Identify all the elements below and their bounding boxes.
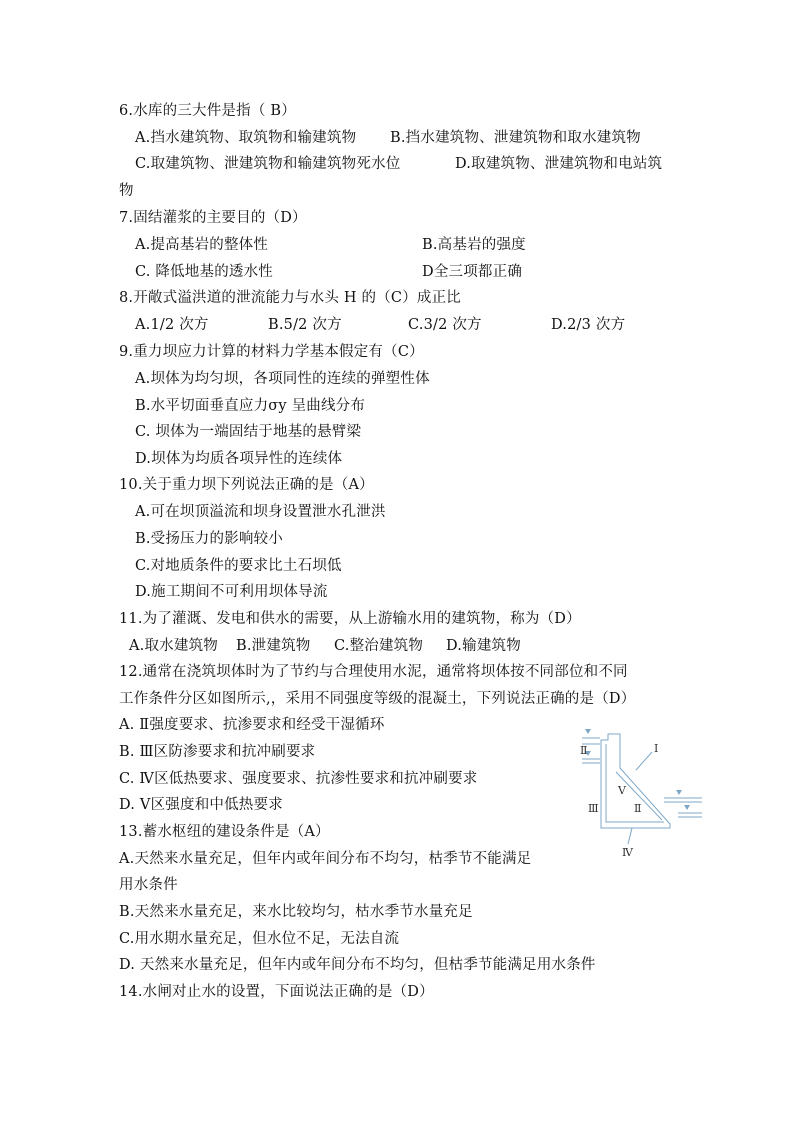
leader-zone-4 [628, 828, 632, 844]
q6-option-d-wrap: 物 [119, 183, 134, 199]
q10-option-b: B.受扬压力的影响较小 [135, 531, 283, 547]
q13-option-b: B.天然来水量充足，来水比较均匀，枯水季节水量充足 [119, 904, 473, 920]
q10-option-d: D.施工期间不可利用坝体导流 [135, 584, 328, 600]
q13-stem: 13.蓄水枢纽的建设条件是（A） [119, 824, 330, 840]
q12-option-c: C. Ⅳ区低热要求、强度要求、抗渗性要求和抗冲刷要求 [119, 771, 478, 787]
q7-option-a: A.提高基岩的整体性 [135, 237, 269, 253]
zone-label-4: Ⅳ [622, 846, 633, 859]
q13-option-d: D. 天然来水量充足，但年内或年间分布不均匀，但枯季节能满足用水条件 [119, 957, 596, 973]
q7-option-d: D全三项都正确 [422, 264, 523, 280]
q10-option-c: C.对地质条件的要求比土石坝低 [135, 558, 342, 574]
q8-option-d: D.2/3 次方 [551, 317, 626, 333]
q11-option-b: B.泄建筑物 [236, 638, 311, 654]
q9-option-a: A.坝体为均匀坝，各项同性的连续的弹塑性体 [135, 371, 430, 387]
q8-option-c: C.3/2 次方 [408, 317, 482, 333]
zone-label-3: Ⅲ [588, 802, 599, 815]
q7-stem: 7.固结灌浆的主要目的（D） [119, 210, 307, 226]
q14-stem: 14.水闸对止水的设置，下面说法正确的是（D） [119, 984, 434, 1000]
q12-stem-line1: 12.通常在浇筑坝体时为了节约与合理使用水泥，通常将坝体按不同部位和不同 [119, 664, 628, 680]
zone-label-5: Ⅴ [618, 784, 626, 797]
q11-option-a: A.取水建筑物 [129, 638, 218, 654]
q7-option-b: B.高基岩的强度 [422, 237, 526, 253]
q8-option-a: A.1/2 次方 [135, 317, 209, 333]
q8-stem: 8.开敞式溢洪道的泄流能力与水头 H 的（C）成正比 [119, 290, 461, 306]
q13-option-c: C.用水期水量充足，但水位不足，无法自流 [119, 931, 400, 947]
dam-zoning-figure [574, 716, 706, 862]
q11-option-c: C.整治建筑物 [334, 638, 424, 654]
q7-option-c: C. 降低地基的透水性 [135, 264, 273, 280]
q6-option-b: B.挡水建筑物、泄建筑物和取水建筑物 [390, 130, 641, 146]
water-level-triangle-icon [585, 729, 591, 734]
q12-stem-line2: 工作条件分区如图所示,，采用不同强度等级的混凝土，下列说法正确的是（D） [119, 691, 636, 707]
q9-stem: 9.重力坝应力计算的材料力学基本假定有（C） [119, 344, 424, 360]
q6-option-a: A.挡水建筑物、取筑物和输建筑物 [135, 130, 357, 146]
q9-option-d: D.坝体为均质各项异性的连续体 [135, 451, 343, 467]
q6-option-d: D.取建筑物、泄建筑物和电站筑 [455, 156, 663, 172]
q6-stem: 6.水库的三大件是指（ B） [119, 103, 296, 119]
q10-stem: 10.关于重力坝下列说法正确的是（A） [119, 477, 374, 493]
q12-option-a: A. Ⅱ强度要求、抗渗要求和经受干湿循环 [119, 717, 385, 733]
q9-option-b: B.水平切面垂直应力σy 呈曲线分布 [135, 398, 366, 414]
zone-label-2-upstream: Ⅱ [580, 744, 588, 757]
q6-option-c: C.取建筑物、泄建筑物和输建筑物死水位 [135, 156, 401, 172]
q11-option-d: D.输建筑物 [446, 638, 521, 654]
q10-option-a: A.可在坝顶溢流和坝身设置泄水孔泄洪 [135, 504, 386, 520]
leader-zone-1 [636, 752, 652, 770]
q9-option-c: C. 坝体为一端固结于地基的悬臂梁 [135, 424, 362, 440]
water-level-triangle-icon [676, 790, 682, 795]
zone-label-1: Ⅰ [654, 742, 659, 755]
water-level-triangle-icon [684, 805, 690, 810]
q12-option-b: B. Ⅲ区防渗要求和抗冲刷要求 [119, 744, 316, 760]
q13-option-a: A.天然来水量充足，但年内或年间分布不均匀，枯季节不能满足 [119, 851, 532, 867]
q11-stem: 11.为了灌溉、发电和供水的需要，从上游输水用的建筑物，称为（D） [119, 611, 581, 627]
q13-option-a-wrap: 用水条件 [119, 877, 178, 893]
q12-option-d: D. Ⅴ区强度和中低热要求 [119, 797, 283, 813]
zone-label-2-downstream: Ⅱ [634, 802, 642, 815]
q8-option-b: B.5/2 次方 [268, 317, 342, 333]
